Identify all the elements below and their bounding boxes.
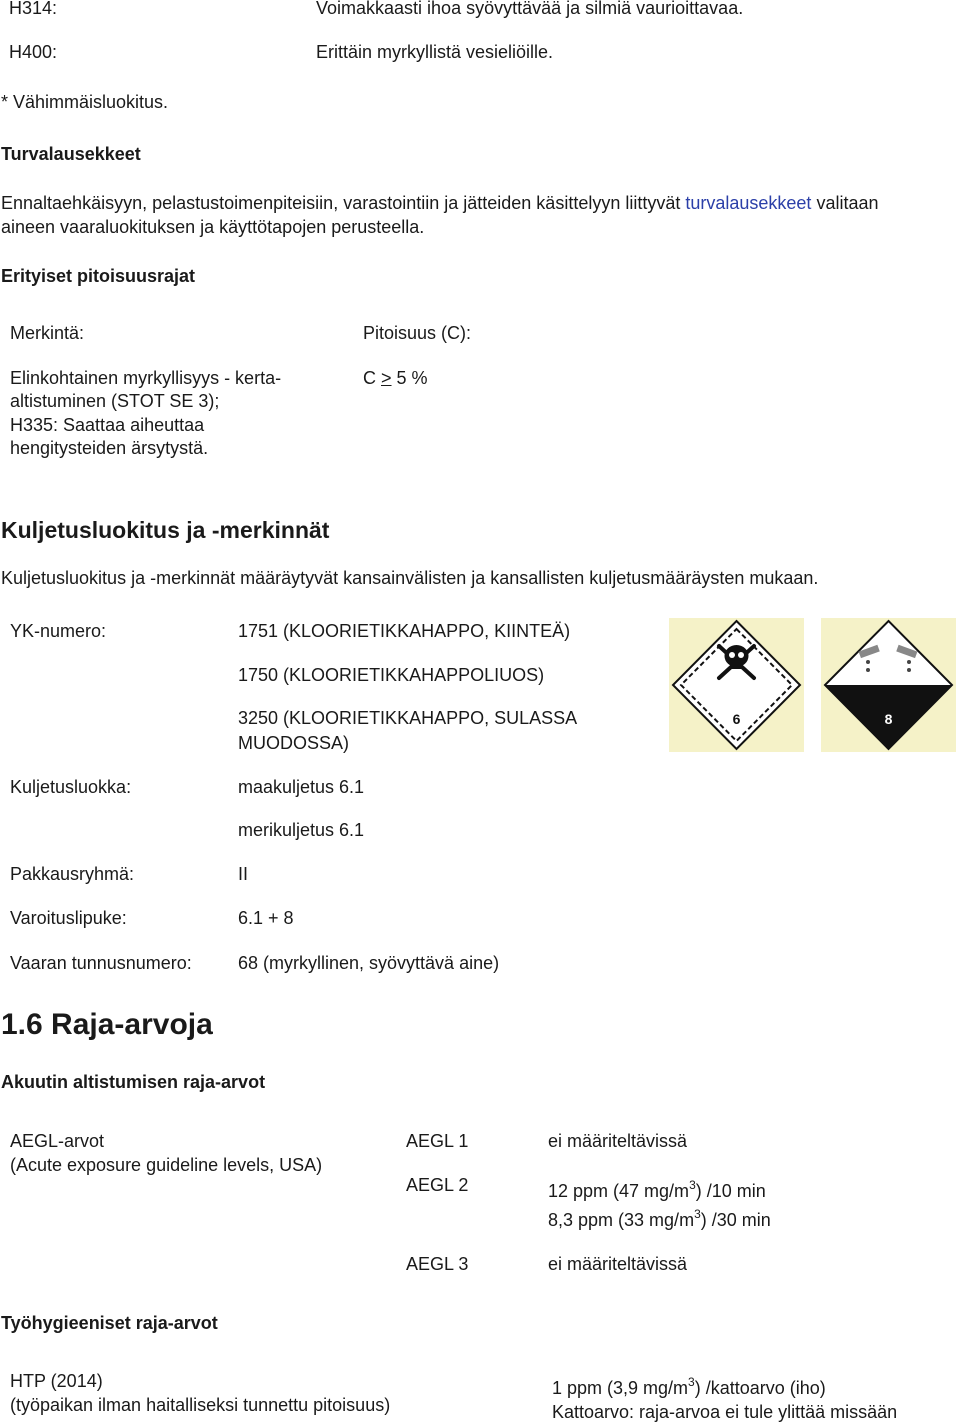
transport-class-road: maakuljetus 6.1 [238, 777, 365, 797]
hazard-code-h314: H314: [9, 0, 58, 18]
transport-class-sea: merikuljetus 6.1 [238, 820, 365, 840]
aegl1-value: ei määriteltävissä [548, 1131, 688, 1151]
transport-intro: Kuljetusluokitus ja -merkinnät määräytyvät kansainvälisten ja kansallisten kuljetusmääräysten mukaan. [1, 568, 819, 588]
un-number-3b: MUODOSSA) [238, 733, 350, 753]
htp-label-2: (työpaikan ilman haitalliseksi tunnettu pitoisuus) [10, 1395, 391, 1415]
hazard-id-label: Vaaran tunnusnumero: [10, 953, 192, 973]
htp-label-1: HTP (2014) [10, 1371, 103, 1391]
transport-class-label: Kuljetusluokka: [10, 777, 132, 797]
un-number-2: 1750 (KLOORIETIKKAHAPPOLIUOS) [238, 665, 545, 685]
un-number-label: YK-numero: [10, 621, 107, 641]
safety-paragraph-line1 [1, 191, 878, 215]
transport-heading: Kuljetusluokitus ja -merkinnät [1, 517, 330, 543]
limits-row-label-3: H335: Saattaa aiheuttaa [10, 415, 205, 435]
greater-equal-sign: > [381, 368, 392, 388]
limits-heading: Erityiset pitoisuusrajat [1, 266, 196, 286]
un-number-1: 1751 (KLOORIETIKKAHAPPO, KIINTEÄ) [238, 621, 571, 641]
hazard-text-h314: Voimakkaasti ihoa syövyttävää ja silmiä vaurioittavaa. [316, 0, 744, 18]
warning-label-label: Varoituslipuke: [10, 908, 127, 928]
pictogram-8-number: 8 [884, 711, 893, 727]
hazard-code-h400: H400: [9, 42, 58, 62]
occupational-heading: Työhygieeniset raja-arvot [1, 1313, 218, 1333]
limits-row-value: C > 5 % [363, 368, 428, 388]
aegl2-value-1: 12 ppm (47 $mg/m^3$) /10 min [548, 1178, 766, 1201]
footnote: * Vähimmäisluokitus. [1, 92, 169, 112]
limits-row-label-4: hengitysteiden ärsytystä. [10, 438, 209, 458]
packing-group-label: Pakkausryhmä: [10, 864, 135, 884]
safety-paragraph-line2: aineen vaaraluokituksen ja käyttötapojen perusteella. [1, 217, 425, 237]
safety-link[interactable]: turvalausekkeet [685, 193, 812, 213]
safety-text-after: valitaan [811, 193, 879, 213]
acute-heading: Akuutin altistumisen raja-arvot [1, 1072, 266, 1092]
htp-value-1: 1 ppm (3,9 $mg/m^3$) /kattoarvo (iho) [552, 1375, 826, 1398]
packing-group-value: II [238, 864, 249, 884]
section-title: 1.6 Raja-arvoja [1, 1008, 213, 1041]
aegl3-value: ei määriteltävissä [548, 1254, 688, 1274]
hazard-id-value: 68 (myrkyllinen, syövyttävä aine) [238, 953, 500, 973]
htp-value-2: Kattoarvo: raja-arvoa ei tule ylittää missään [552, 1402, 898, 1422]
aegl2-value-2: 8,3 ppm (33 $mg/m^3$) /30 min [548, 1207, 771, 1230]
limits-row-label-1: Elinkohtainen myrkyllisyys - kerta- [10, 368, 282, 388]
limits-row-label-2: altistuminen (STOT SE 3); [10, 391, 220, 411]
limits-col-label: Merkintä: [10, 323, 85, 343]
aegl-label-2: (Acute exposure guideline levels, USA) [10, 1155, 323, 1175]
hazard-text-h400: Erittäin myrkyllistä vesieliöille. [316, 42, 554, 62]
corrosive-hazard-pictogram [821, 618, 956, 752]
aegl1-label: AEGL 1 [406, 1131, 469, 1151]
limits-col-concentration: Pitoisuus (C): [363, 323, 472, 343]
pictogram-6-number: 6 [732, 711, 741, 727]
aegl2-label: AEGL 2 [406, 1175, 469, 1195]
safety-text: Ennaltaehkäisyyn, pelastustoimenpiteisiin, varastointiin ja jätteiden käsittelyyn liittyvät [1, 193, 686, 213]
safety-heading: Turvalausekkeet [1, 144, 141, 164]
toxic-hazard-pictogram [669, 618, 804, 752]
aegl-label-1: AEGL-arvot [10, 1131, 105, 1151]
warning-label-value: 6.1 + 8 [238, 908, 294, 928]
un-number-3a: 3250 (KLOORIETIKKAHAPPO, SULASSA [238, 708, 578, 728]
aegl3-label: AEGL 3 [406, 1254, 469, 1274]
